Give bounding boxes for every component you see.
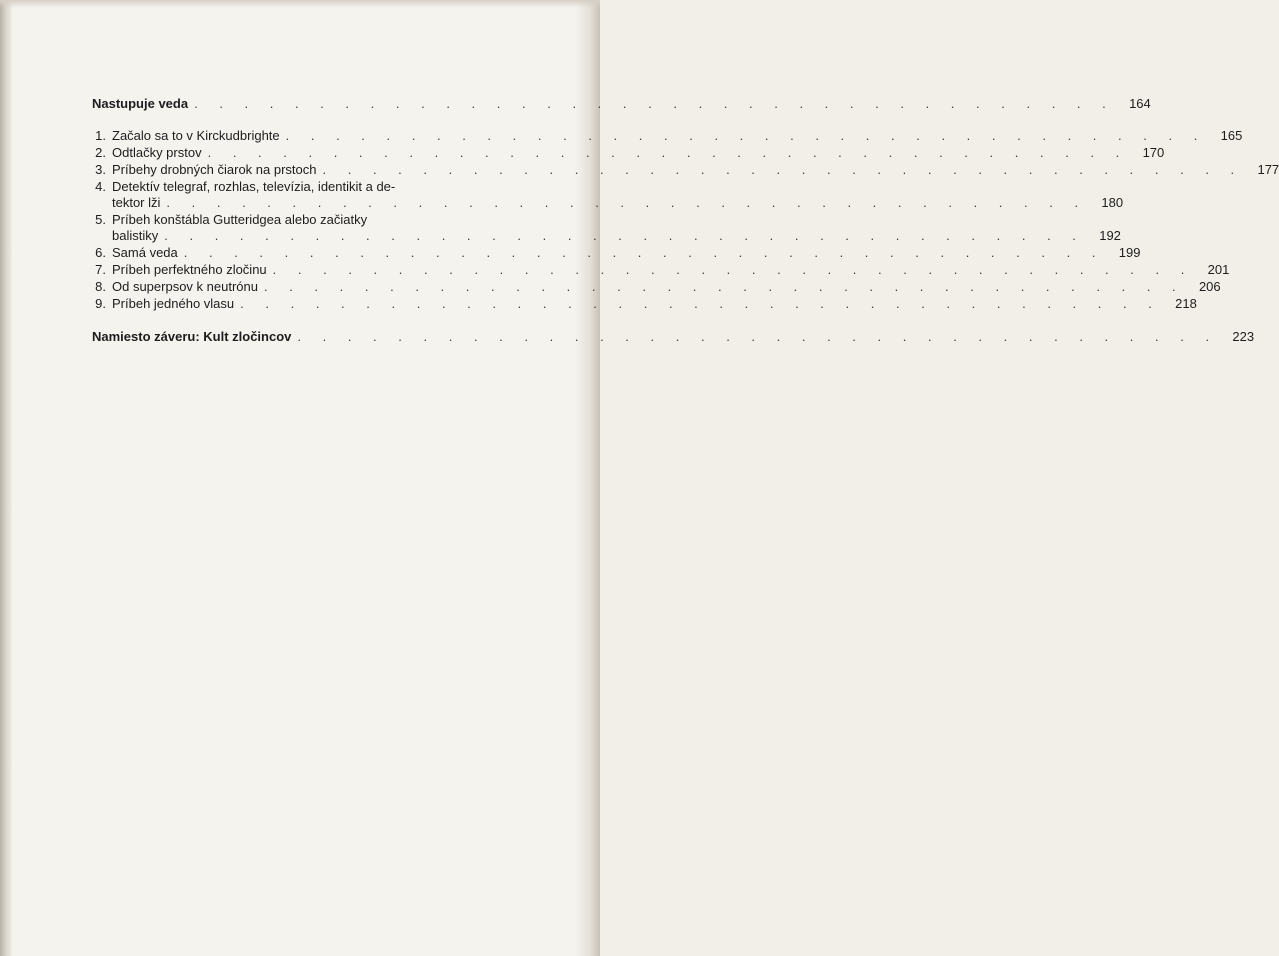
chapter-number: 2. <box>95 145 106 160</box>
toc-entry <box>92 296 1197 312</box>
chapter-title: Začalo sa to v Kirckudbrighte <box>112 128 280 143</box>
chapter-number: 5. <box>95 212 106 227</box>
chapter-page-number: 192 <box>1099 228 1121 243</box>
chapter-page-number: 170 <box>1142 145 1165 160</box>
page-top-shadow <box>0 0 600 8</box>
dot-leader: . . . . . . . . . . . . . . . . . . . . . . . . . . . . . . . . . . . . . <box>207 145 1129 160</box>
chapter-title: Príbeh perfektného zločinu <box>112 262 267 277</box>
dot-leader: . . . . . . . . . . . . . . . . . . . . . . . . . . . . . . . . . . . . . <box>240 296 1161 311</box>
chapter-page-number: 199 <box>1118 245 1141 260</box>
toc-entry <box>92 145 1165 161</box>
dot-leader: . . . . . . . . . . . . . . . . . . . . . . . . . . . . . . . . . . . . . <box>297 329 1219 344</box>
chapter-title-line-2: balistiky <box>112 228 159 243</box>
chapter-page-number: 206 <box>1198 279 1221 294</box>
dot-leader: . . . . . . . . . . . . . . . . . . . . . . . . . . . . . . . . . . . . . <box>183 245 1105 260</box>
chapter-page-number: 180 <box>1101 195 1124 210</box>
dot-leader: . . . . . . . . . . . . . . . . . . . . . . . . . . . . . . . . . . . . . <box>322 162 1244 177</box>
dot-leader: . . . . . . . . . . . . . . . . . . . . . . . . . . . . . . . . . . . . . <box>164 228 1085 243</box>
chapter-number: 7. <box>95 262 106 277</box>
section-title: Nastupuje veda <box>92 96 189 111</box>
toc-entry <box>92 162 1279 178</box>
chapter-title: Odtlačky prstov <box>112 145 202 160</box>
chapter-page-number: 201 <box>1207 262 1230 277</box>
chapter-page-number: 218 <box>1175 296 1197 311</box>
toc-entry <box>92 245 1141 261</box>
chapter-number: 9. <box>95 296 106 311</box>
chapter-title: Samá veda <box>112 245 178 260</box>
chapter-page-number: 177 <box>1257 162 1279 177</box>
dot-leader: . . . . . . . . . . . . . . . . . . . . . . . . . . . . . . . . . . . . . <box>263 279 1185 294</box>
chapter-title: Príbeh jedného vlasu <box>112 296 235 311</box>
chapter-number: 3. <box>95 162 106 177</box>
chapter-number: 4. <box>95 179 106 194</box>
dot-leader: . . . . . . . . . . . . . . . . . . . . . . . . . . . . . . . . . . . . . <box>285 128 1207 143</box>
chapter-title-line-1: Príbeh konštábla Gutteridgea alebo začiatky <box>112 212 368 227</box>
toc-entry <box>92 179 1124 211</box>
section-page-number: 164 <box>1129 96 1151 111</box>
table-of-contents <box>92 96 1279 345</box>
toc-entry <box>92 128 1243 144</box>
chapter-title: Od superpsov k neutrónu <box>112 279 258 294</box>
page-spine-shadow <box>0 0 12 956</box>
section-page-number: 223 <box>1232 329 1255 344</box>
toc-section-heading <box>92 329 1255 345</box>
chapter-number: 1. <box>95 128 106 143</box>
dot-leader: . . . . . . . . . . . . . . . . . . . . . . . . . . . . . . . . . . . . . <box>272 262 1194 277</box>
dot-leader: . . . . . . . . . . . . . . . . . . . . . . . . . . . . . . . . . . . . . <box>166 195 1088 210</box>
section-title: Namiesto záveru: Kult zločincov <box>92 329 292 344</box>
toc-entry <box>92 279 1221 295</box>
toc-section-heading <box>92 96 1151 112</box>
toc-entry <box>92 212 1121 244</box>
chapter-title-line-1: Detektív telegraf, rozhlas, televízia, identikit a de- <box>112 179 396 194</box>
chapter-number: 8. <box>95 279 106 294</box>
toc-entry <box>92 262 1230 278</box>
dot-leader: . . . . . . . . . . . . . . . . . . . . . . . . . . . . . . . . . . . . . <box>194 96 1115 111</box>
chapter-title: Príbehy drobných čiarok na prstoch <box>112 162 317 177</box>
chapter-page-number: 165 <box>1220 128 1243 143</box>
chapter-title-line-2: tektor lži <box>112 195 161 210</box>
chapter-number: 6. <box>95 245 106 260</box>
